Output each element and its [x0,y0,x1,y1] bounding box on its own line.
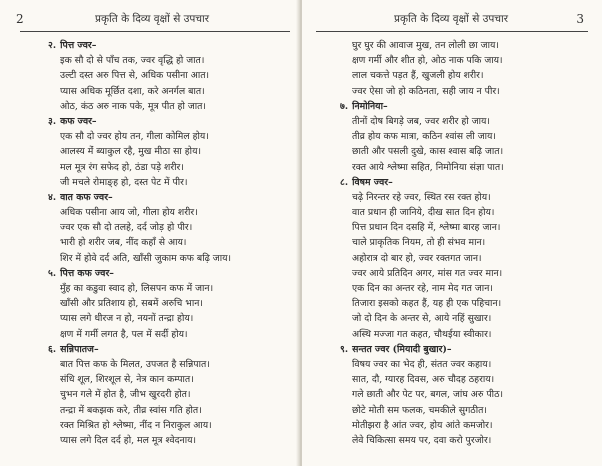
verse-line: उल्टी दस्त अरु पित्त से, अधिक पसीना आत। [60,70,210,82]
verse-line: ज्वर एक सौ दो तलहे, दर्द जोड़ हो पीर। [60,222,193,234]
verse-line: तीव्र होय कफ मात्रा, कठिन श्वांस ली जाय। [352,131,496,143]
header-rule [316,31,588,32]
verse-line: घुर घुर की आवाज मुख, तन लोली छा जाय। [352,40,499,51]
verse-line: सात, दौ, ग्यारह दिवस, अरु चौदह ठहराय। [352,374,495,386]
verse-line: खाँसी और प्रतिशाय हो, सबमें अरुचि भान। [60,298,203,310]
verse-line: आलस्य मेंं ब्याकुल रहै, मुख मीठा सा होय। [60,146,202,158]
verse-line: जो दो दिन के अन्तर से, आये नहिं सुखार। [352,313,492,325]
verse-line: अस्थि मज्जा गत कहत, चौथईया स्वीकार। [352,328,492,340]
verse-line: रक्त आये श्लेष्मा सहित, निमोनिया संज्ञा पात। [352,161,504,173]
section-title: २. पित्त ज्वर– [48,40,97,51]
verse-line: मल मूत्र रंग सफेद हो, ठंडा पड़े शरीर। [60,161,184,173]
section-title: ५. पित्त कफ ज्वर– [48,267,114,279]
verse-line: एक दिन का अन्तर रहे, नाम मेद गत जान। [352,283,493,294]
verse-line: मोतीझरा है आंत ज्वर, होय आंते कमजोर। [352,419,493,431]
verse-line: चाले प्राकृतिक नियम, तो ही संभव मान। [352,237,486,249]
verse-line: विषय ज्वर का भेद ही, संतत ज्वर कहाय। [352,358,492,370]
verse-line: इक सौ दो से पाँच तक, ज्वर वृद्धि हो जात। [60,55,205,67]
running-header: प्रकृति के दिव्य वृक्षों से उपचार [394,13,509,25]
page-number: 2 [16,12,24,26]
verse-line: मुँह का कडुवा स्वाद हो, लिसपन कफ में जान। [60,283,214,294]
page-content [340,38,592,448]
verse-line: प्यास लगे धीरज न हो, नयनों तन्द्रा होय। [60,313,194,325]
verse-line: क्षण गर्मी और शीत हो, ओठ नाक पकि जाय। [352,55,503,67]
verse-line: तन्द्रा में बकझक करे, तीव्र स्वांस गति होत। [60,404,202,416]
verse-line: संधि शूल, शिरशूल से, नेत्र कान कम्पात। [60,374,194,386]
verse-line: शिर में होवे दर्द अति, खाँसी जुकाम कफ बढ़ि जाय। [60,252,232,264]
verse-line: बात पित्त कफ के मिलत, उपजत है सन्निपात। [60,358,210,370]
verse-line: लेवे चिकित्सा समय पर, दवा करो पुरजोर। [352,434,492,446]
verse-line: चुभन गले में होत है, जीभ खुरदरी होत। [60,389,191,401]
section-title: ३. कफ ज्वर– [48,115,97,127]
verse-line: अधिक पसीना आय जो, गीला होय शरीर। [60,207,198,219]
verse-line: ज्वर आये प्रतिदिन अगर, मांस गत ज्वर मान। [352,267,503,279]
verse-line: तिजारा इसको कहत हैं, यह ही एक पहिचान। [352,298,502,310]
verse-line: छाती और पसली दुखे, कास श्वास बढ़ि जात। [352,146,504,158]
verse-line: भारी हो शरीर जब, नींद कहाँ से आय। [60,237,187,249]
section-title: ७. निमोनिया– [340,100,388,112]
section-title: ६. सन्निपातज– [48,343,99,355]
verse-line: गले छाती और पेट पर, बगल, जांघ अरु पीठ। [352,389,504,401]
verse-line: प्यास अधिक मूर्छित दशा, करे अनर्गल बात। [60,85,205,97]
left-page [0,0,300,466]
page-content [48,38,296,448]
verse-line: अहोरात्र दो बार हो, ज्वर रक्तगत जान। [352,252,482,264]
right-page [302,0,602,466]
verse-line: ज्वर ऐसा जो हो कठिनता, सही जाय न पीर। [352,85,500,97]
running-header: प्रकृति के दिव्य वृक्षों से उपचार [95,13,210,25]
verse-line: लाल चकत्ते पड़त हैं, खुजली होय शरीर। [352,70,484,82]
header-rule [20,31,290,32]
verse-line: जी मचले रोमाङ्ह हो, दस्त पेट में पीर। [60,176,188,188]
section-title: ९. सन्तत ज्वर (मियादी बुखार)– [340,343,452,355]
verse-line: चढ़े निरन्तर रहे ज्वर, स्थित रस रक्त होय। [352,191,491,203]
page-number: 3 [576,12,584,26]
verse-line: रक्त मिश्रित हो श्लेष्मा, नींद न निराकुल आय। [60,419,212,431]
section-title: ८. विषम ज्वर– [340,176,393,188]
verse-line: ओठ, कंठ अरु नाक पके, मूत्र पीत हो जात। [60,100,206,112]
verse-line: पित्त प्रधान दिन दसहि में, श्लेष्मा बारह जान। [352,222,501,234]
verse-line: छोटे मोती सम फलक, चमकीले सुगठीत। [352,404,487,416]
verse-line: तीनों दोष बिगड़े जब, ज्वर शरीर हो जाय। [352,115,490,127]
verse-line: क्षण में गर्मी लगत है, पल में सर्दी होय। [60,328,188,340]
verse-line: वात प्रधान ही जानिये, दीख सात दिन होय। [352,207,495,219]
verse-line: एक सौ दो ज्वर होय तन, गीला कोमिल होय। [60,131,209,143]
section-title: ४. वात कफ ज्वर– [48,191,113,203]
verse-line: प्यास लगे दिल दर्द हो, मल मूत्र श्वेदनाय। [60,434,197,446]
